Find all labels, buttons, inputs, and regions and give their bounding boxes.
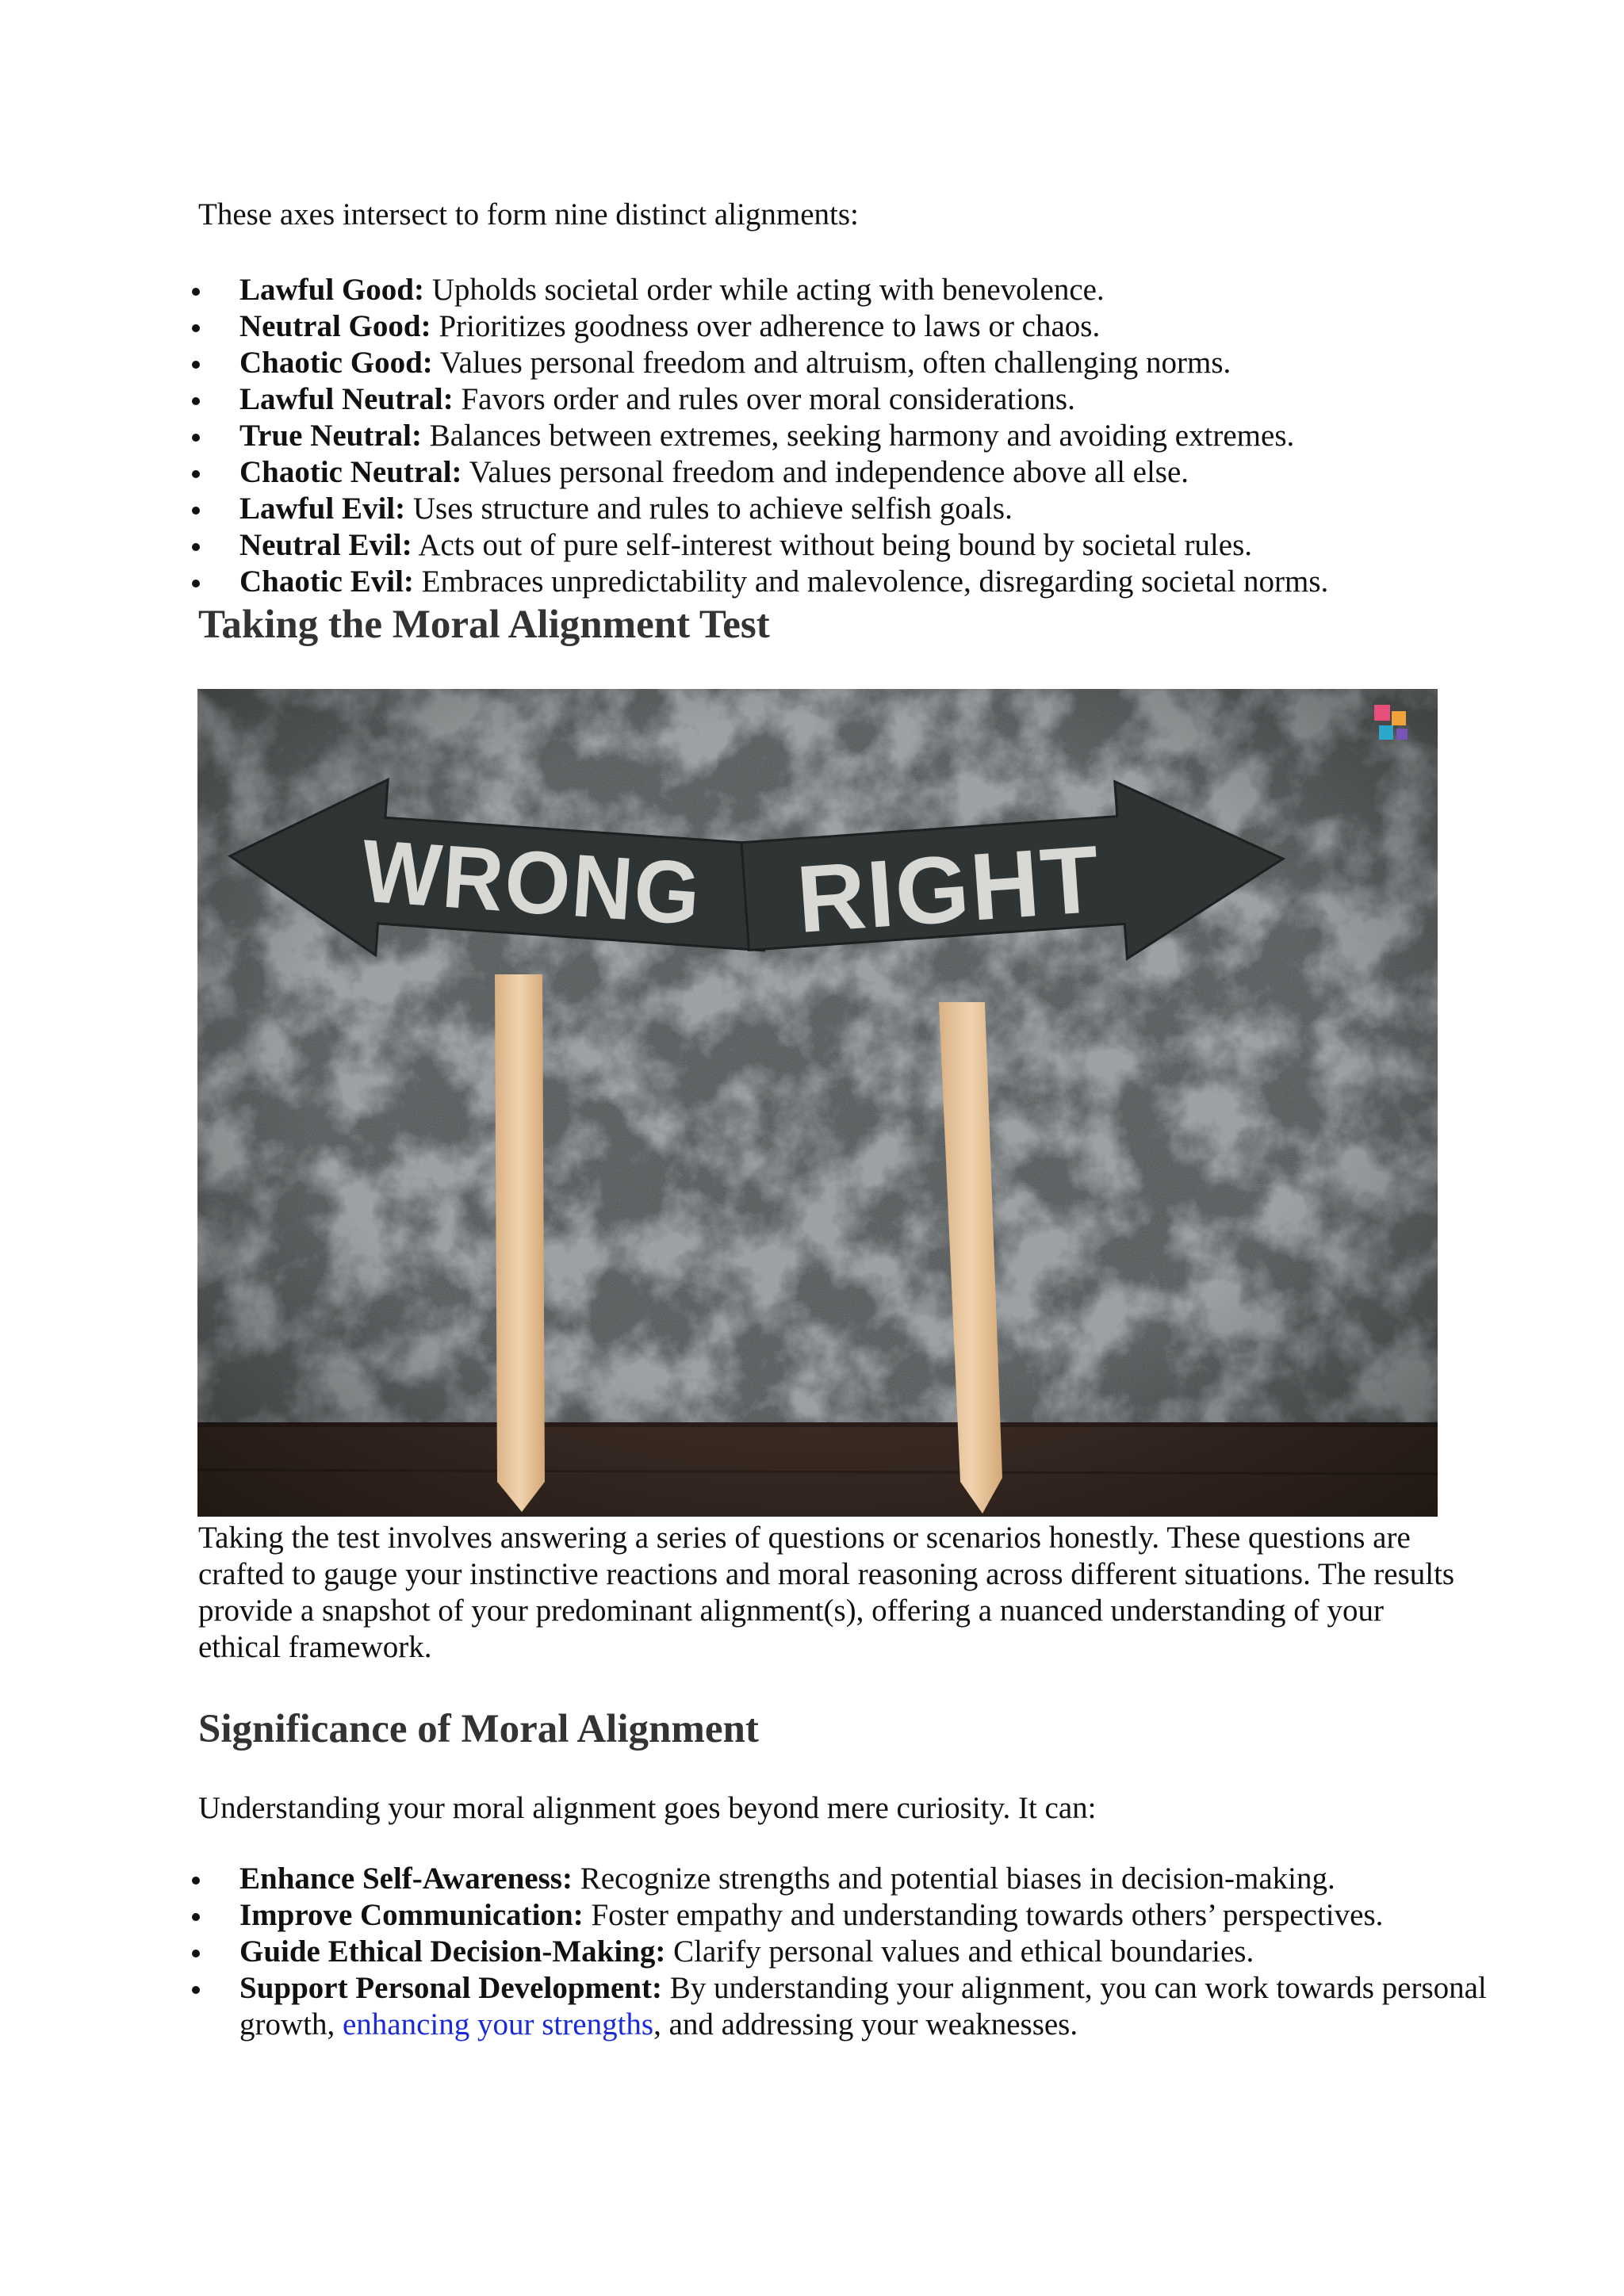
list-item: [198, 491, 1499, 527]
alignment-term: Chaotic Good:: [239, 346, 433, 380]
alignment-desc: Values personal freedom and altruism, often challenging norms.: [432, 346, 1231, 380]
list-item: [198, 564, 1499, 600]
right-sign-text: RIGHT: [793, 825, 1105, 953]
left-sign-stick: [495, 974, 545, 1512]
alignment-desc: Embraces unpredictability and malevolence, disregarding societal norms.: [413, 564, 1329, 599]
list-item: [198, 1970, 1499, 2043]
list-item: [198, 418, 1499, 454]
alignment-term: True Neutral:: [239, 419, 422, 453]
wrong-right-signs-image: [197, 689, 1438, 1517]
alignments-intro: These axes intersect to form nine distinct alignments:: [198, 197, 859, 232]
benefit-desc: By understanding your alignment, you can work towards personal growth,: [239, 1971, 1487, 2042]
alignment-term: Neutral Evil:: [239, 528, 412, 562]
alignment-term: Neutral Good:: [239, 309, 431, 343]
enhancing-strengths-link[interactable]: enhancing your strengths: [343, 2007, 654, 2042]
alignment-desc: Favors order and rules over moral considerations.: [453, 382, 1075, 416]
list-item: [198, 1934, 1499, 1970]
alignment-desc: Acts out of pure self-interest without being bound by societal rules.: [412, 528, 1253, 562]
benefit-term: Enhance Self-Awareness:: [239, 1862, 573, 1896]
benefit-desc: Recognize strengths and potential biases in decision-making.: [572, 1862, 1335, 1896]
list-item: [198, 1897, 1499, 1934]
alignment-term: Lawful Neutral:: [239, 382, 454, 416]
benefit-term: Guide Ethical Decision-Making:: [239, 1934, 666, 1969]
list-item: [198, 454, 1499, 491]
significance-intro: Understanding your moral alignment goes beyond mere curiosity. It can:: [198, 1791, 1097, 1825]
alignment-desc: Prioritizes goodness over adherence to laws or chaos.: [431, 309, 1101, 343]
list-item: [198, 308, 1499, 345]
benefit-desc: Clarify personal values and ethical boundaries.: [665, 1934, 1254, 1969]
alignment-desc: Uses structure and rules to achieve selfish goals.: [405, 492, 1013, 526]
alignment-desc: Upholds societal order while acting with benevolence.: [423, 273, 1105, 307]
alignment-list: [198, 272, 1499, 600]
benefit-term: Support Personal Development:: [239, 1971, 662, 2005]
benefit-list: [198, 1861, 1499, 2043]
alignment-desc: Values personal freedom and independence above all else.: [462, 455, 1189, 489]
alignment-term: Chaotic Neutral:: [239, 455, 462, 489]
list-item: [198, 381, 1499, 418]
alignment-term: Chaotic Evil:: [239, 564, 414, 599]
list-item: [198, 527, 1499, 564]
benefit-term: Improve Communication:: [239, 1898, 584, 1932]
alignment-desc: Balances between extremes, seeking harmony and avoiding extremes.: [421, 419, 1295, 453]
section-heading-significance: Significance of Moral Alignment: [198, 1707, 759, 1751]
alignment-term: Lawful Good:: [239, 273, 424, 307]
list-item: [198, 272, 1499, 308]
wrong-sign-text: WRONG: [358, 821, 705, 944]
list-item: [198, 345, 1499, 381]
section-heading-test: Taking the Moral Alignment Test: [198, 603, 770, 647]
list-item: [198, 1861, 1499, 1897]
alignment-term: Lawful Evil:: [239, 492, 406, 526]
test-paragraph: Taking the test involves answering a series of questions or scenarios honestly. These questions are crafted to gauge your instinctive reactions and moral reasoning across different situations. The results provide a snapshot of your predominant alignment(s), offering a nuanced understanding of your ethical framework.: [198, 1521, 1455, 1664]
benefit-desc-end: , and addressing your weaknesses.: [653, 2007, 1078, 2042]
benefit-desc: Foster empathy and understanding towards others’ perspectives.: [583, 1898, 1384, 1932]
